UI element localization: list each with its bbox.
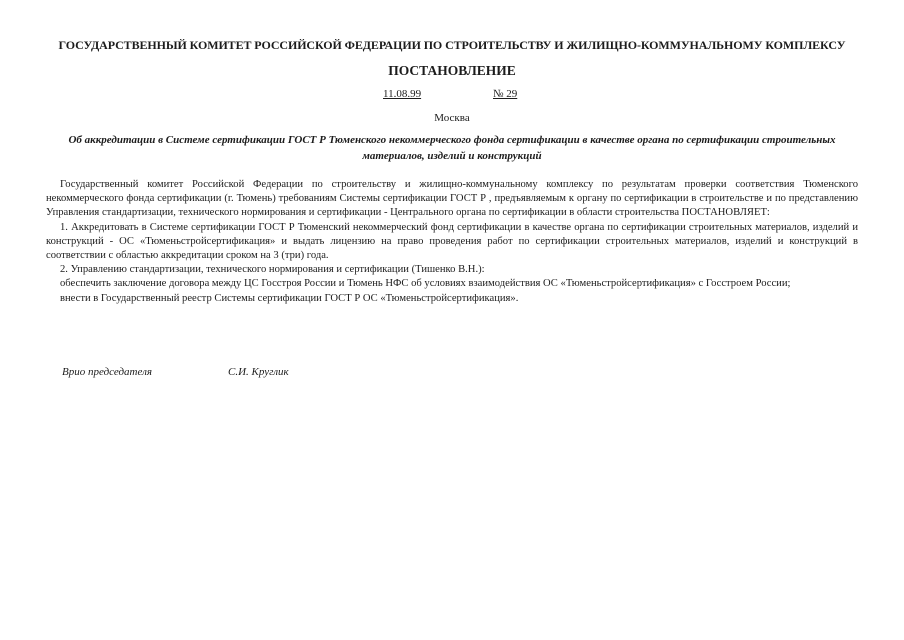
organization-title: ГОСУДАРСТВЕННЫЙ КОМИТЕТ РОССИЙСКОЙ ФЕДЕРАЦИИ ПО СТРОИТЕЛЬСТВУ И ЖИЛИЩНО-КОММУНАЛЬНОМУ КОМПЛЕКСУ xyxy=(58,38,846,52)
document-subject: Об аккредитации в Системе сертификации ГОСТ Р Тюменского некоммерческого фонда сертификации в качестве органа по сертификации строительных материалов, изделий и конструкций xyxy=(68,134,836,162)
item-2b-paragraph: внести в Государственный реестр Системы сертификации ГОСТ Р ОС «Тюменьстройсертификация». xyxy=(60,292,519,304)
document-city: Москва xyxy=(434,112,470,124)
item-2a-paragraph: обеспечить заключение договора между ЦС Госстроя России и Тюмень НФС об условиях взаимодействия ОС «Тюменьстройсертификация» с Госстроем России; xyxy=(60,278,791,290)
item-2-paragraph: 2. Управлению стандартизации, технического нормирования и сертификации (Тишенко В.Н.): xyxy=(60,264,485,276)
document-type: ПОСТАНОВЛЕНИЕ xyxy=(388,63,516,78)
document-body xyxy=(46,178,858,306)
signature-name: С.И. Круглик xyxy=(228,366,289,378)
document-number: № 29 xyxy=(493,88,518,100)
document-date: 11.08.99 xyxy=(383,88,422,100)
item-1-paragraph: 1. Аккредитовать в Системе сертификации ГОСТ Р Тюменский некоммерческий фонд сертификации в качестве органа по сертификации строительных материалов, изделий и конструкций - ОС «Тюменьстройсертификация» и выдать лицензию на право проведения работ по сертификации строительных материалов, изделий и конструкций в соответствии с областью аккредитации сроком на 3 (три) года. xyxy=(46,221,858,262)
preamble-paragraph: Государственный комитет Российской Федерации по строительству и жилищно-коммунальному комплексу по результатам проверки соответствия Тюменского некоммерческого фонда сертификации (г. Тюмень) требованиям Системы сертификации ГОСТ Р , предъявляемым к органу по сертификации в строительстве и по представлению Управления стандартизации, технического нормирования и сертификации - Центрального органа по сертификации в области строительства ПОСТАНОВЛЯЕТ: xyxy=(46,179,858,219)
signature-role: Врио председателя xyxy=(62,366,153,378)
